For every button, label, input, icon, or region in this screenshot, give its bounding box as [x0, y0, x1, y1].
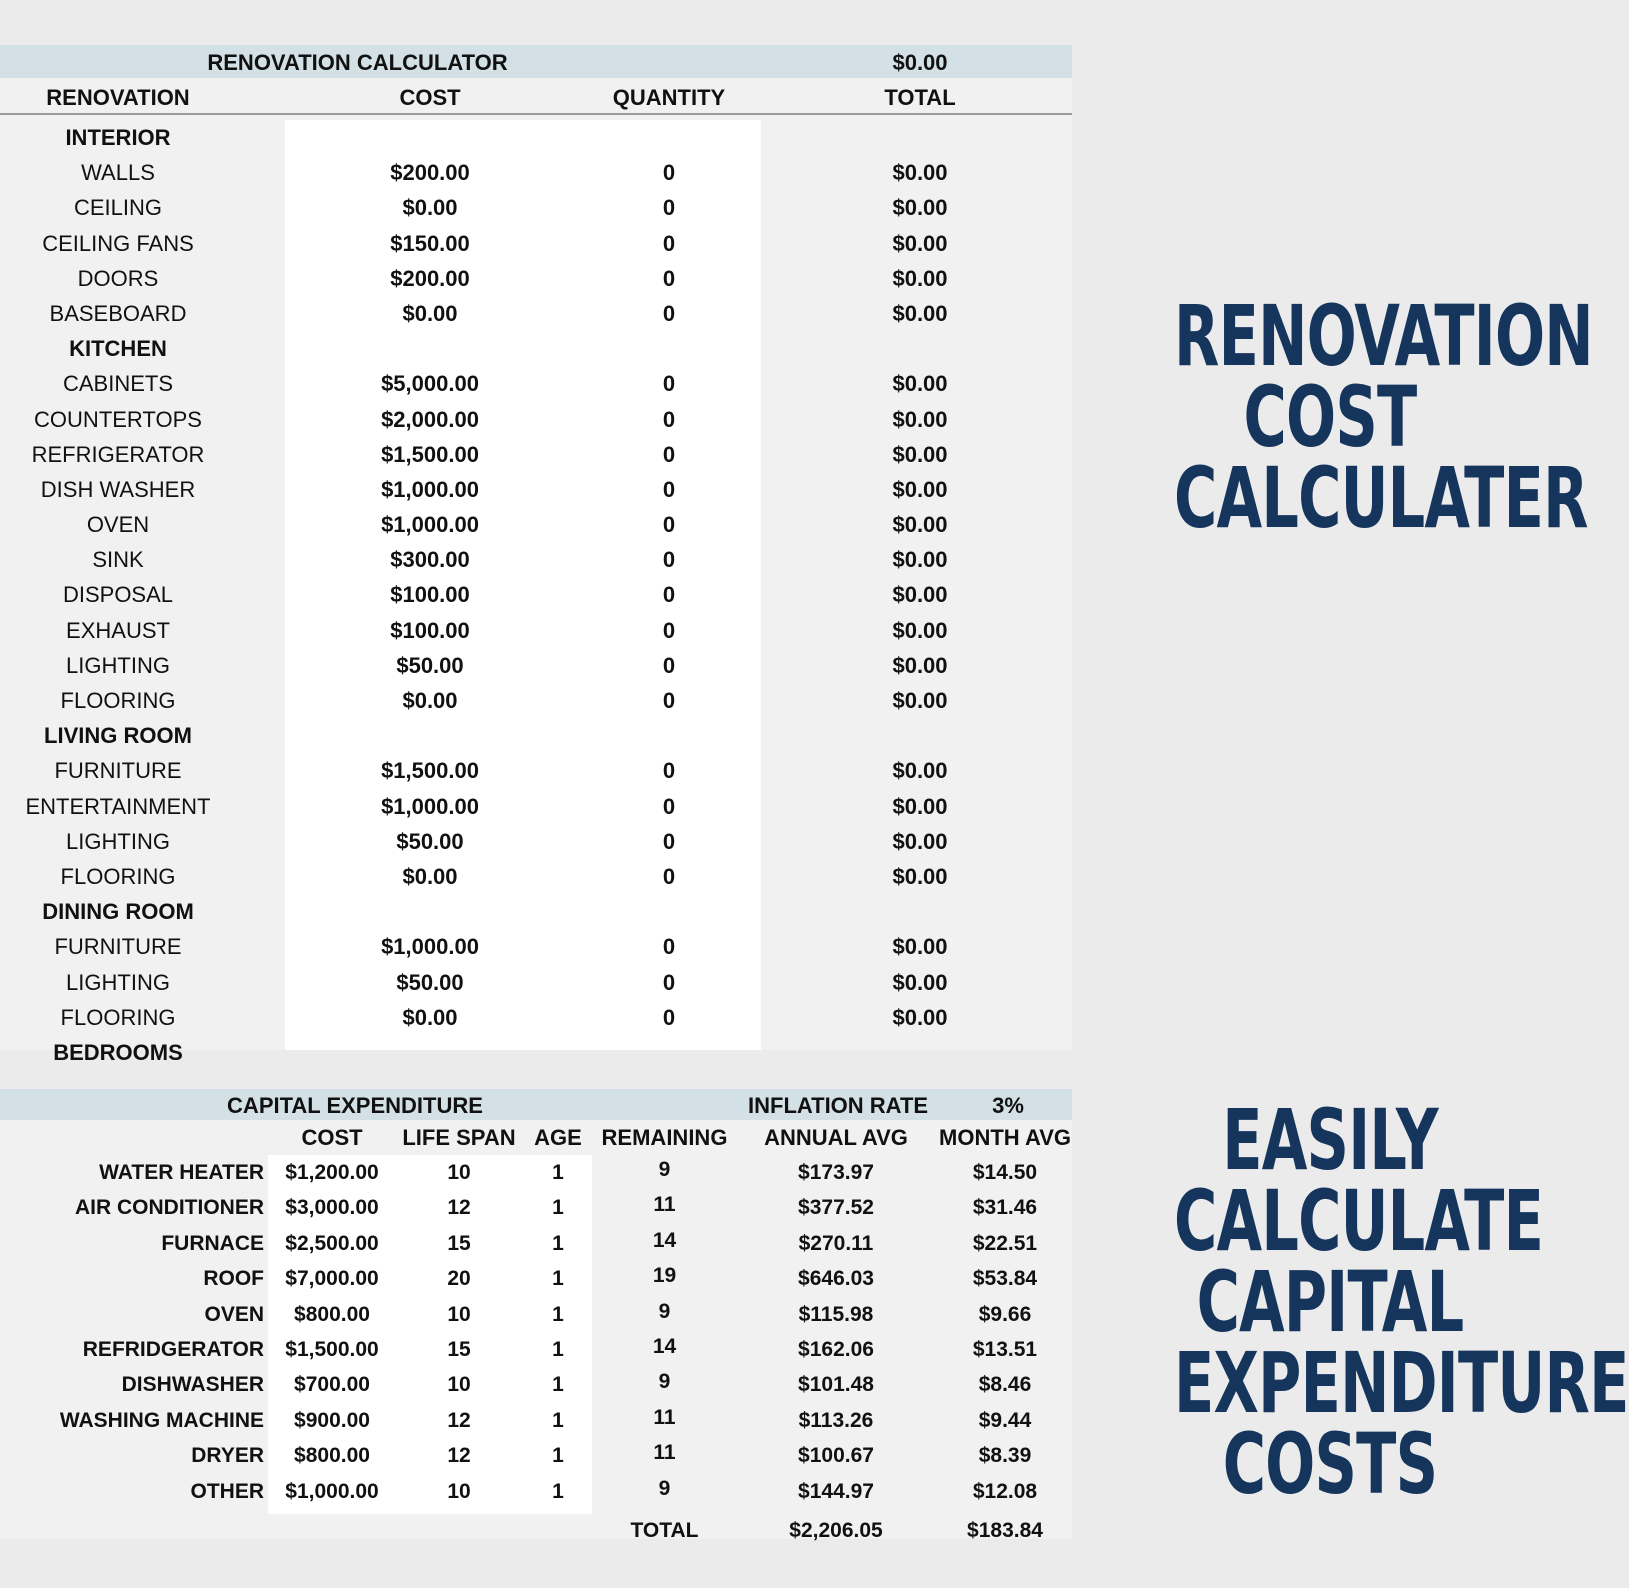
section-row [0, 330, 1072, 365]
item-quantity[interactable]: 0 [662, 1004, 676, 1030]
item-total: $0.00 [892, 652, 948, 678]
table-row [0, 964, 1072, 999]
item-label: REFRIGERATOR [31, 441, 205, 467]
item-cost[interactable]: $5,000.00 [381, 371, 479, 397]
header-remaining: REMAINING [601, 1125, 728, 1150]
table-row [0, 788, 1072, 823]
table-row [0, 506, 1072, 541]
item-cost[interactable]: $300.00 [390, 547, 470, 573]
item-label: LIGHTING [66, 652, 170, 678]
capex-item-annual-avg: $270.11 [798, 1231, 874, 1255]
capex-item-remaining: 14 [652, 1334, 677, 1358]
headline-line: COST [1243, 368, 1417, 466]
capex-item-remaining: 9 [658, 1476, 671, 1500]
item-quantity[interactable]: 0 [662, 547, 676, 573]
item-quantity[interactable]: 0 [662, 512, 676, 538]
item-quantity[interactable]: 0 [662, 758, 676, 784]
item-total: $0.00 [892, 758, 948, 784]
capex-item-cost[interactable]: $2,500.00 [285, 1231, 379, 1255]
item-label: EXHAUST [66, 617, 170, 643]
item-cost[interactable]: $0.00 [402, 863, 458, 889]
item-cost[interactable]: $2,000.00 [381, 406, 479, 432]
item-quantity[interactable]: 0 [662, 652, 676, 678]
section-row [0, 717, 1072, 752]
table-row [0, 1474, 1072, 1509]
table-row [0, 576, 1072, 611]
item-cost[interactable]: $1,000.00 [381, 934, 479, 960]
capex-item-month-avg: $8.46 [978, 1373, 1032, 1397]
item-total: $0.00 [892, 969, 948, 995]
item-total: $0.00 [892, 160, 948, 186]
item-cost[interactable]: $50.00 [396, 969, 464, 995]
capex-item-cost[interactable]: $800.00 [294, 1444, 370, 1468]
capex-item-label: ROOF [203, 1267, 264, 1291]
table-row [0, 471, 1072, 506]
capex-item-age[interactable]: 1 [552, 1231, 564, 1255]
capex-item-remaining: 9 [658, 1158, 671, 1181]
capex-item-annual-avg: $646.03 [798, 1267, 874, 1291]
capex-item-remaining: 9 [658, 1299, 671, 1323]
renovation-title: RENOVATION CALCULATOR [207, 50, 508, 75]
capex-total-month: $183.84 [967, 1519, 1043, 1542]
capex-item-age[interactable]: 1 [552, 1161, 564, 1184]
capex-item-life-span[interactable]: 10 [447, 1479, 471, 1503]
item-label: WALLS [81, 160, 155, 186]
table-row [0, 295, 1072, 330]
table-row [0, 999, 1072, 1034]
capex-item-remaining: 11 [653, 1441, 676, 1465]
capex-item-annual-avg: $377.52 [798, 1196, 874, 1220]
table-row [0, 647, 1072, 682]
capex-item-label: WASHING MACHINE [59, 1408, 264, 1432]
item-total: $0.00 [892, 793, 948, 819]
capex-item-age[interactable]: 1 [552, 1267, 564, 1291]
capex-item-annual-avg: $162.06 [798, 1337, 874, 1361]
item-label: CEILING FANS [42, 230, 194, 256]
item-label: LIGHTING [66, 969, 170, 995]
item-label: SINK [92, 547, 144, 573]
capex-item-remaining: 9 [658, 1370, 671, 1394]
item-quantity[interactable]: 0 [662, 476, 676, 502]
item-label: FLOORING [60, 1004, 176, 1030]
section-label: KITCHEN [69, 336, 167, 362]
capex-item-label: DRYER [191, 1444, 264, 1468]
table-row [0, 541, 1072, 576]
headline-line: EXPENDITURE [1174, 1334, 1629, 1432]
item-cost[interactable]: $150.00 [390, 230, 470, 256]
item-label: DISH WASHER [40, 476, 196, 502]
item-quantity[interactable]: 0 [662, 160, 676, 186]
capex-item-annual-avg: $101.48 [798, 1373, 874, 1397]
renovation-title-bar [0, 45, 1072, 78]
capex-item-life-span[interactable]: 10 [447, 1373, 471, 1397]
item-quantity[interactable]: 0 [662, 688, 676, 713]
table-row [0, 1155, 1072, 1190]
capex-item-month-avg: $8.39 [978, 1444, 1032, 1468]
item-label: FLOORING [60, 688, 176, 713]
capex-item-life-span[interactable]: 15 [447, 1231, 471, 1255]
table-row [0, 1332, 1072, 1367]
capex-item-label: AIR CONDITIONER [75, 1196, 264, 1220]
item-quantity[interactable]: 0 [662, 793, 676, 819]
header-annual-avg: ANNUAL AVG [764, 1125, 908, 1150]
header-month-avg: MONTH AVG [939, 1125, 1071, 1150]
item-total: $0.00 [892, 547, 948, 573]
section-row [0, 119, 1072, 154]
capex-item-annual-avg: $144.97 [798, 1479, 874, 1503]
table-row [0, 1438, 1072, 1473]
capex-item-cost[interactable]: $800.00 [294, 1302, 370, 1326]
capital-expenditure-table [0, 1089, 1072, 1542]
capex-item-annual-avg: $115.98 [798, 1302, 874, 1326]
capex-title: CAPITAL EXPENDITURE [227, 1093, 483, 1118]
item-quantity[interactable]: 0 [662, 300, 676, 326]
renovation-calculator-table [0, 45, 1072, 1065]
headline-line: EASILY [1222, 1091, 1438, 1189]
header-quantity: QUANTITY [612, 85, 726, 110]
item-cost[interactable]: $1,500.00 [381, 441, 479, 467]
renovation-header-row [0, 78, 1072, 115]
headline-line: RENOVATION [1174, 287, 1593, 385]
item-quantity[interactable]: 0 [662, 969, 676, 995]
capex-item-month-avg: $9.66 [978, 1302, 1032, 1326]
table-row [0, 1226, 1072, 1261]
table-row [0, 1367, 1072, 1402]
item-label: FLOORING [60, 863, 176, 889]
capex-item-cost[interactable]: $1,000.00 [285, 1479, 379, 1503]
table-row [0, 260, 1072, 295]
item-quantity[interactable]: 0 [662, 828, 676, 854]
item-label: FURNITURE [54, 934, 182, 960]
item-cost[interactable]: $1,000.00 [381, 793, 479, 819]
capex-item-month-avg: $9.44 [978, 1408, 1032, 1432]
section-label: INTERIOR [65, 125, 171, 150]
item-label: CABINETS [62, 371, 174, 397]
item-cost[interactable]: $50.00 [396, 652, 464, 678]
item-quantity[interactable]: 0 [662, 441, 676, 467]
item-total: $0.00 [892, 371, 948, 397]
headline-capital-expenditure [1174, 1091, 1629, 1513]
item-cost[interactable]: $1,500.00 [381, 758, 479, 784]
item-label: ENTERTAINMENT [25, 793, 211, 819]
capex-item-cost[interactable]: $900.00 [294, 1408, 370, 1432]
table-row [0, 1403, 1072, 1438]
header-renovation: RENOVATION [46, 85, 190, 110]
item-label: BASEBOARD [49, 300, 187, 326]
item-quantity[interactable]: 0 [662, 582, 676, 608]
table-row [0, 365, 1072, 400]
header-life-span: LIFE SPAN [402, 1125, 516, 1150]
capex-item-life-span[interactable]: 12 [447, 1444, 471, 1468]
item-cost[interactable]: $100.00 [390, 582, 470, 608]
table-row [0, 612, 1072, 647]
capex-item-annual-avg: $113.26 [798, 1408, 874, 1432]
item-total: $0.00 [892, 512, 948, 538]
section-label: BEDROOMS [53, 1039, 183, 1065]
capex-item-remaining: 11 [653, 1193, 676, 1217]
item-label: DOORS [77, 265, 159, 291]
item-label: FURNITURE [54, 758, 182, 784]
capex-item-label: OTHER [190, 1479, 264, 1503]
table-row [0, 401, 1072, 436]
capex-item-annual-avg: $173.97 [798, 1161, 874, 1184]
header-cost: COST [301, 1125, 363, 1150]
capex-item-month-avg: $12.08 [972, 1479, 1038, 1503]
item-quantity[interactable]: 0 [662, 934, 676, 960]
table-row [0, 928, 1072, 963]
capex-item-remaining: 11 [653, 1405, 676, 1429]
item-label: DISPOSAL [62, 582, 174, 608]
item-total: $0.00 [892, 195, 948, 221]
capex-title-bar [0, 1089, 1072, 1120]
section-label: DINING ROOM [42, 899, 194, 925]
item-label: CEILING [73, 195, 163, 221]
capex-item-label: REFRIDGERATOR [82, 1337, 264, 1361]
item-quantity[interactable]: 0 [662, 863, 676, 889]
capex-item-age[interactable]: 1 [552, 1444, 564, 1468]
capex-item-label: OVEN [204, 1302, 264, 1326]
item-label: COUNTERTOPS [34, 406, 202, 432]
item-total: $0.00 [892, 441, 948, 467]
table-row [0, 752, 1072, 787]
capex-item-age[interactable]: 1 [552, 1373, 564, 1397]
table-row [0, 1261, 1072, 1296]
renovation-rows [0, 119, 1072, 1069]
capex-item-month-avg: $13.51 [972, 1337, 1038, 1361]
item-quantity[interactable]: 0 [662, 265, 676, 291]
table-row [0, 823, 1072, 858]
capex-total-label: TOTAL [630, 1519, 699, 1542]
section-label: LIVING ROOM [44, 723, 192, 749]
section-row [0, 893, 1072, 928]
capex-item-life-span[interactable]: 12 [447, 1408, 471, 1432]
item-label: OVEN [86, 512, 150, 538]
item-total: $0.00 [892, 300, 948, 326]
item-cost[interactable]: $1,000.00 [381, 476, 479, 502]
capex-item-annual-avg: $100.67 [798, 1444, 874, 1468]
inflation-rate-label: INFLATION RATE [748, 1093, 929, 1118]
capex-item-life-span[interactable]: 10 [447, 1302, 471, 1326]
capex-item-age[interactable]: 1 [552, 1302, 564, 1326]
capex-item-label: FURNACE [161, 1231, 264, 1255]
item-total: $0.00 [892, 934, 948, 960]
headline-renovation-cost [1174, 287, 1593, 547]
item-total: $0.00 [892, 617, 948, 643]
capex-item-life-span[interactable]: 12 [447, 1196, 471, 1220]
table-row [0, 225, 1072, 260]
item-total: $0.00 [892, 828, 948, 854]
item-quantity[interactable]: 0 [662, 195, 676, 221]
table-row [0, 154, 1072, 189]
item-quantity[interactable]: 0 [662, 406, 676, 432]
inflation-rate-value[interactable]: 3% [992, 1093, 1024, 1118]
item-cost[interactable]: $100.00 [390, 617, 470, 643]
table-row [0, 858, 1072, 893]
item-quantity[interactable]: 0 [662, 230, 676, 256]
item-total: $0.00 [892, 406, 948, 432]
capex-item-month-avg: $14.50 [972, 1161, 1038, 1184]
header-cost: COST [399, 85, 461, 110]
capex-item-cost[interactable]: $7,000.00 [285, 1267, 379, 1291]
header-total: TOTAL [884, 85, 956, 110]
capex-total-annual: $2,206.05 [789, 1519, 883, 1542]
table-row [0, 436, 1072, 471]
capex-item-age[interactable]: 1 [552, 1196, 564, 1220]
item-total: $0.00 [892, 476, 948, 502]
capex-item-life-span[interactable]: 20 [447, 1267, 471, 1291]
capex-item-cost[interactable]: $700.00 [294, 1373, 370, 1397]
item-cost[interactable]: $0.00 [402, 688, 458, 713]
item-cost[interactable]: $0.00 [402, 1004, 458, 1030]
capex-item-cost[interactable]: $1,500.00 [285, 1337, 379, 1361]
table-row [0, 1190, 1072, 1225]
item-cost[interactable]: $50.00 [396, 828, 464, 854]
headline-line: CAPITAL [1196, 1253, 1464, 1351]
capex-item-cost[interactable]: $1,200.00 [285, 1161, 379, 1184]
item-cost[interactable]: $0.00 [402, 195, 458, 221]
table-row [0, 1297, 1072, 1332]
item-quantity[interactable]: 0 [662, 617, 676, 643]
headline-line: CALCULATER [1174, 449, 1588, 547]
capex-item-month-avg: $53.84 [972, 1267, 1038, 1291]
headline-line: CALCULATE [1174, 1172, 1544, 1270]
header-age: AGE [534, 1125, 582, 1150]
capex-item-age[interactable]: 1 [552, 1337, 564, 1361]
capex-rows [0, 1155, 1072, 1509]
capex-item-remaining: 19 [652, 1264, 677, 1288]
item-total: $0.00 [892, 265, 948, 291]
item-cost[interactable]: $1,000.00 [381, 512, 479, 538]
capex-item-label: DISHWASHER [121, 1373, 264, 1397]
section-row [0, 1034, 1072, 1069]
headline-line: COSTS [1222, 1415, 1438, 1513]
capex-item-age[interactable]: 1 [552, 1479, 564, 1503]
capex-item-life-span[interactable]: 10 [447, 1161, 471, 1184]
capex-item-life-span[interactable]: 15 [447, 1337, 471, 1361]
capex-item-age[interactable]: 1 [552, 1408, 564, 1432]
item-total: $0.00 [892, 582, 948, 608]
table-row [0, 189, 1072, 224]
capex-item-month-avg: $31.46 [972, 1196, 1038, 1220]
item-quantity[interactable]: 0 [662, 371, 676, 397]
item-cost[interactable]: $200.00 [390, 265, 470, 291]
item-total: $0.00 [892, 1004, 948, 1030]
item-total: $0.00 [892, 688, 948, 713]
capex-item-label: WATER HEATER [99, 1161, 264, 1184]
capex-item-remaining: 14 [652, 1228, 677, 1252]
table-row [0, 682, 1072, 717]
item-cost[interactable]: $0.00 [402, 300, 458, 326]
renovation-grand-total: $0.00 [892, 50, 948, 75]
item-total: $0.00 [892, 863, 948, 889]
item-label: LIGHTING [66, 828, 170, 854]
capex-item-cost[interactable]: $3,000.00 [285, 1196, 379, 1220]
item-cost[interactable]: $200.00 [390, 160, 470, 186]
item-total: $0.00 [892, 230, 948, 256]
capex-item-month-avg: $22.51 [972, 1231, 1038, 1255]
